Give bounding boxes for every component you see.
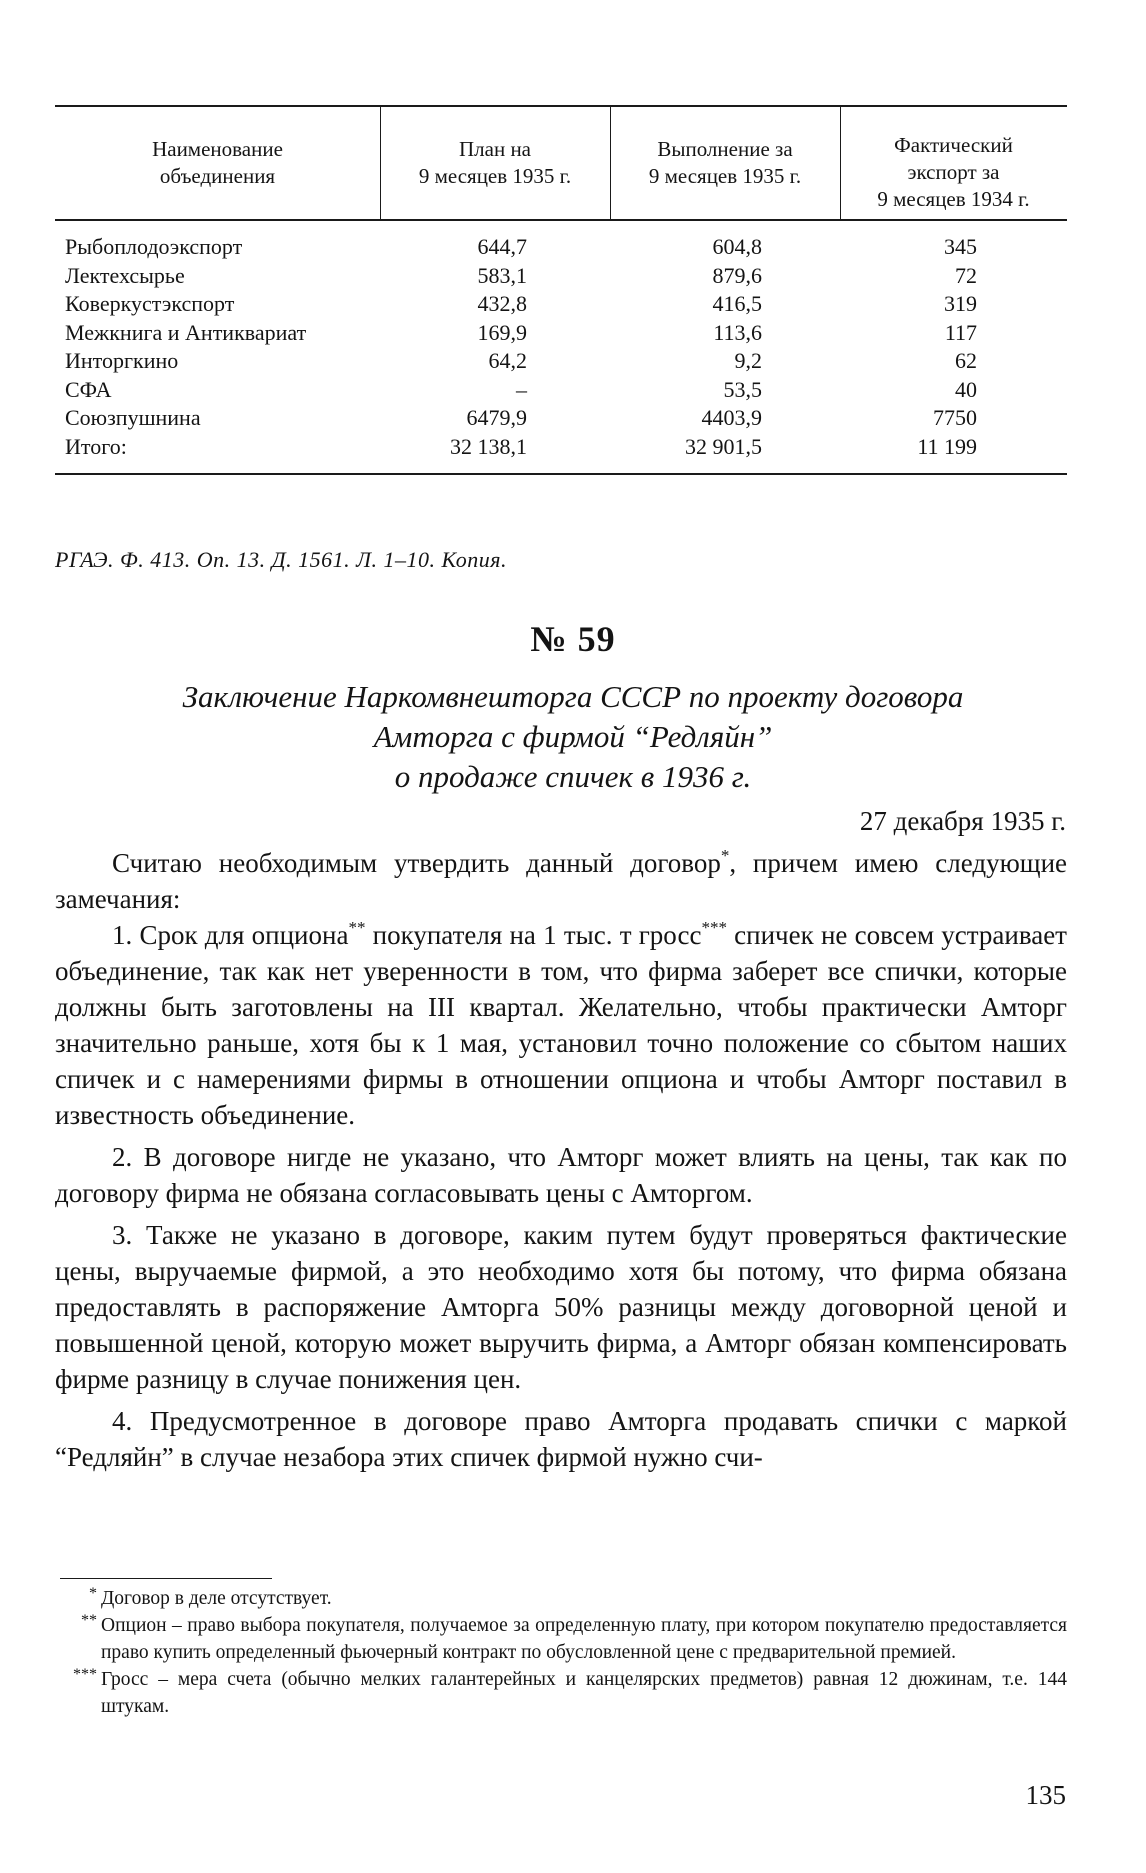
- table-cell-plan: 169,9: [477, 319, 527, 345]
- table-cell-plan: –: [516, 376, 527, 402]
- table-body: [55, 221, 1067, 475]
- paragraph-4: 4. Предусмотренное в договоре право Амторга продавать спички с маркой “Редляйн” в случае незабора этих спичек фирмой нужно счи-: [55, 1406, 1067, 1472]
- footnotes: [55, 1585, 1067, 1720]
- table-cell-done: 879,6: [712, 262, 762, 288]
- header-plan: План на 9 месяцев 1935 г.: [418, 137, 572, 188]
- header-name: Наименование объединения: [152, 137, 283, 188]
- table-cell-name: Итого:: [65, 433, 127, 459]
- table-cell-name: Инторгкино: [65, 348, 179, 373]
- footnote-rule: [60, 1578, 272, 1579]
- table-cell-name: Лектехсырье: [65, 262, 185, 288]
- export-table: [55, 105, 1067, 475]
- table-cell-fact: 11 199: [917, 433, 977, 459]
- document-date: 27 декабря 1935 г.: [859, 806, 1066, 836]
- table-cell-name: Союзпушнина: [65, 405, 201, 430]
- table-cell-done: 604,8: [712, 234, 762, 259]
- table-cell-done: 9,2: [734, 348, 762, 373]
- paragraph-1: 1. Срок для опциона** покупателя на 1 тыс. т гросс*** спичек не совсем устраивает объединение, так как нет уверенности в том, что фирма заберет все спички, которые должны быть заготовлены на III квартал. Желательно, чтобы практически Амторг значительно раньше, хотя бы к 1 мая, установил точно положение со сбытом наших спичек и с намерениями фирмы в отношении опциона и чтобы Амторг поставил в известность объединение.: [55, 918, 1067, 1130]
- footnote-mark: **: [81, 1612, 97, 1629]
- table-cell-done: 53,5: [723, 376, 762, 402]
- footnote: * Договор в деле отсутствует.: [55, 1585, 1067, 1612]
- document-number: № 59: [530, 619, 616, 659]
- table-cell-fact: 117: [944, 319, 977, 345]
- table-row: [55, 319, 1067, 348]
- table-cell-done: 32 901,5: [685, 433, 762, 459]
- table-row: [55, 347, 1067, 376]
- table-cell-plan: 644,7: [477, 234, 527, 259]
- paragraph-3: 3. Также не указано в договоре, каким путем будут проверяться фактические цены, выручаемые фирмой, а это необходимо хотя бы потому, что фирма обязана предоставлять в распоряжение Амторга 50% разницы между договорной ценой и повышенной ценой, которую может выручить фирма, а Амторг обязан компенсировать фирме разницу в случае понижения цен.: [55, 1220, 1067, 1394]
- header-fact: Фактический экспорт за 9 месяцев 1934 г.: [877, 133, 1030, 211]
- table-cell-fact: 72: [955, 262, 977, 288]
- header-done: Выполнение за 9 месяцев 1935 г.: [648, 137, 802, 188]
- table-row: [55, 433, 1067, 462]
- footnote-mark: *: [89, 1585, 97, 1602]
- table-row: [55, 262, 1067, 291]
- table-header: [55, 107, 1067, 221]
- page-number: 135: [1025, 1780, 1066, 1810]
- table-cell-fact: 40: [955, 376, 977, 402]
- document-title: Заключение Наркомвнешторга СССР по проекту договора Амторга с фирмой “Редляйн” о продаже спичек в 1936 г.: [182, 679, 964, 794]
- table-row: [55, 376, 1067, 405]
- footnote: ** Опцион – право выбора покупателя, получаемое за определенную плату, при котором покупателю предоставляется право купить определенный фьючерный контракт по обусловленной цене с предварительной премией.: [55, 1612, 1067, 1666]
- table-row: [55, 233, 1067, 262]
- table-cell-name: СФА: [65, 376, 112, 402]
- table-cell-plan: 32 138,1: [450, 433, 527, 459]
- table-cell-plan: 6479,9: [466, 405, 527, 430]
- footnote: *** Гросс – мера счета (обычно мелких галантерейных и канцелярских предметов) равная 12 дюжинам, т.е. 144 штукам.: [55, 1666, 1067, 1720]
- table-cell-plan: 583,1: [477, 262, 527, 288]
- footnote-mark: ***: [73, 1666, 97, 1683]
- table-cell-plan: 64,2: [488, 348, 527, 373]
- paragraph-intro: Считаю необходимым утвердить данный договор*, причем имею следующие замечания:: [55, 846, 1067, 914]
- document-body: [55, 845, 1067, 1475]
- table-cell-done: 4403,9: [701, 405, 762, 430]
- table-row: [55, 290, 1067, 319]
- table-cell-name: Межкнига и Антиквариат: [65, 319, 307, 345]
- paragraph-2: 2. В договоре нигде не указано, что Амторг может влиять на цены, так как по договору фирма не обязана согласовывать цены с Амторгом.: [55, 1142, 1067, 1208]
- table-cell-fact: 319: [944, 291, 977, 316]
- table-cell-fact: 62: [955, 348, 977, 373]
- table-row: [55, 404, 1067, 433]
- table-cell-done: 416,5: [712, 291, 762, 316]
- table-cell-name: Рыбоплодоэкспорт: [65, 234, 243, 259]
- archive-source: РГАЭ. Ф. 413. Оп. 13. Д. 1561. Л. 1–10. Копия.: [55, 547, 508, 572]
- table-cell-fact: 7750: [933, 405, 977, 430]
- table-cell-plan: 432,8: [477, 291, 527, 316]
- table-cell-fact: 345: [944, 234, 977, 259]
- table-cell-name: Коверкустэкспорт: [65, 291, 235, 316]
- table-cell-done: 113,6: [713, 319, 762, 345]
